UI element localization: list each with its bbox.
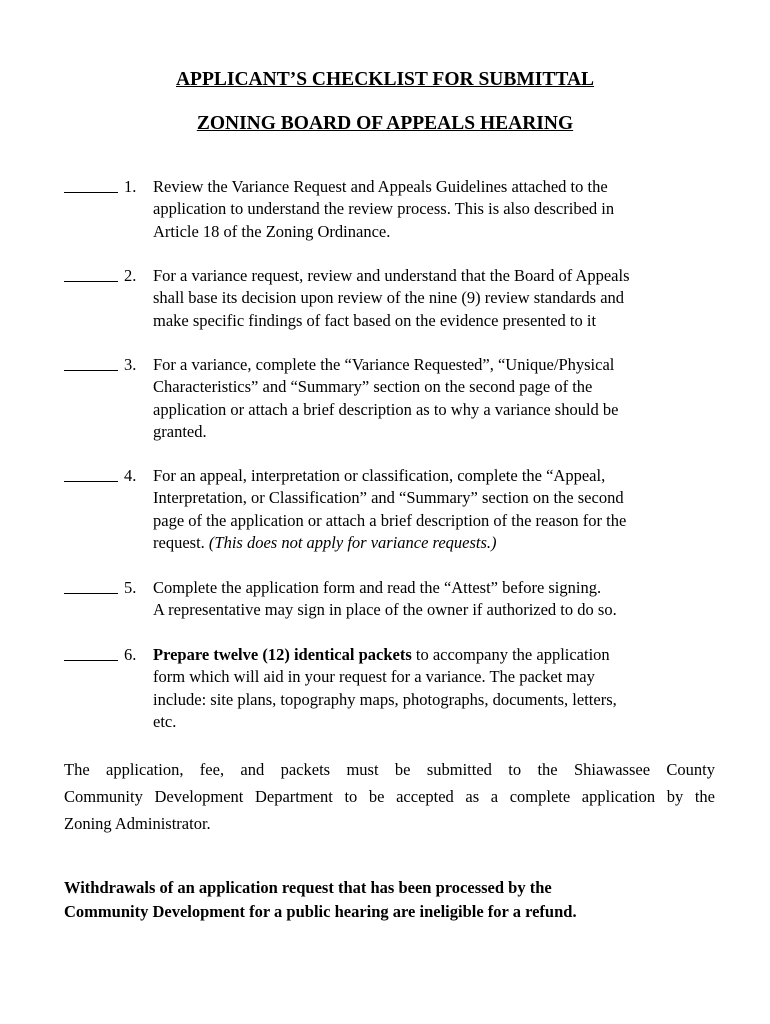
- item-line: [153, 532, 713, 554]
- item-line: application to understand the review process. This is also described in: [153, 199, 615, 219]
- item-text: [153, 577, 713, 622]
- warning-line: Community Development for a public hearing are ineligible for a refund.: [64, 902, 577, 921]
- item-text: [153, 265, 713, 332]
- item-line-rest: to accompany the application: [411, 645, 610, 664]
- warning-line: Withdrawals of an application request that has been processed by the: [64, 878, 552, 897]
- item-number: 4.: [124, 466, 137, 485]
- title-line-1: APPLICANT’S CHECKLIST FOR SUBMITTAL: [175, 69, 595, 90]
- item-line: Interpretation, or Classification” and “Summary” section on the second: [153, 488, 624, 508]
- item-number: 5.: [124, 578, 137, 597]
- item-line: Characteristics” and “Summary” section on the second page of the: [153, 377, 593, 397]
- check-blank[interactable]: [64, 281, 118, 282]
- item-line: Article 18 of the Zoning Ordinance.: [153, 221, 391, 241]
- item-line: [153, 644, 713, 666]
- item-line: make specific findings of fact based on the evidence presented to it: [153, 310, 597, 330]
- item-text: [153, 644, 713, 734]
- check-blank[interactable]: [64, 370, 118, 371]
- paragraph-line: Community Development Department to be accepted as a complete application by the: [64, 787, 715, 806]
- paragraph-line: Zoning Administrator.: [64, 814, 211, 833]
- item-line: For an appeal, interpretation or classification, complete the “Appeal,: [153, 466, 606, 485]
- item-line: page of the application or attach a brief description of the reason for the: [153, 510, 627, 530]
- item-line: etc.: [153, 712, 177, 732]
- item-line: Review the Variance Request and Appeals Guidelines attached to the: [153, 177, 608, 196]
- check-blank[interactable]: [64, 192, 118, 193]
- item-number: 6.: [124, 645, 137, 664]
- submission-paragraph: [64, 756, 715, 837]
- item-line: For a variance, complete the “Variance Requested”, “Unique/Physical: [153, 355, 615, 374]
- item-line: Complete the application form and read the “Attest” before signing.: [153, 578, 602, 597]
- item-line-italic-note: (This does not apply for variance requests.): [208, 533, 497, 553]
- item-line: granted.: [153, 422, 207, 442]
- item-line: form which will aid in your request for a variance. The packet may: [153, 667, 595, 687]
- item-line: A representative may sign in place of the owner if authorized to do so.: [153, 600, 617, 620]
- item-line: For a variance request, review and understand that the Board of Appeals: [153, 266, 630, 285]
- check-blank[interactable]: [64, 481, 118, 482]
- item-text: [153, 176, 713, 243]
- check-blank[interactable]: [64, 593, 118, 594]
- item-line-bold: Prepare twelve (12) identical packets: [153, 645, 412, 664]
- item-line: shall base its decision upon review of the nine (9) review standards and: [153, 288, 625, 308]
- item-number: 2.: [124, 266, 137, 285]
- item-text: [153, 354, 713, 444]
- item-line: include: site plans, topography maps, photographs, documents, letters,: [153, 689, 617, 709]
- item-number: 1.: [124, 177, 137, 196]
- refund-warning: [64, 876, 724, 924]
- paragraph-line: The application, fee, and packets must be submitted to the Shiawassee County: [64, 760, 715, 779]
- title-line-2: ZONING BOARD OF APPEALS HEARING: [196, 113, 574, 134]
- check-blank[interactable]: [64, 660, 118, 661]
- item-line: application or attach a brief description as to why a variance should be: [153, 399, 619, 419]
- item-number: 3.: [124, 355, 137, 374]
- item-line-plain: request.: [153, 533, 209, 553]
- item-text: [153, 465, 713, 555]
